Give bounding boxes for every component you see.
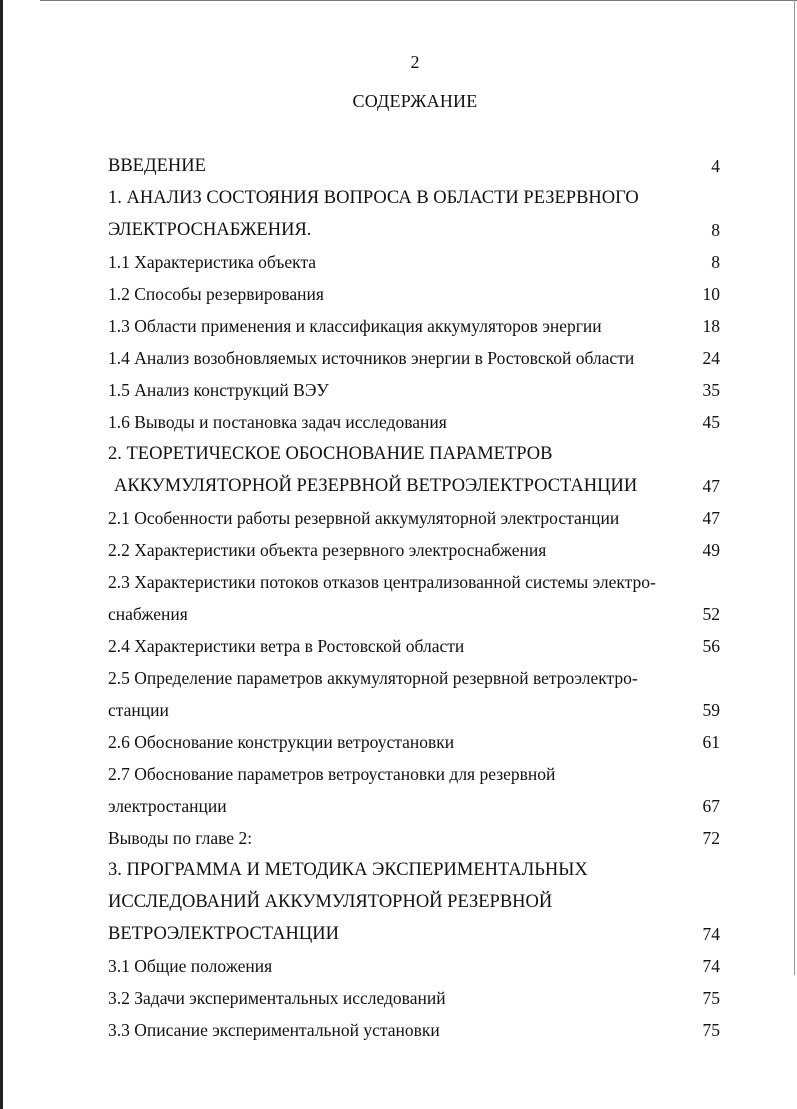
toc-entry-text: 1.2 Способы резервирования [108,284,324,304]
toc-entry-text: ЭЛЕКТРОСНАБЖЕНИЯ. [108,220,312,240]
toc-entry-page: 74 [702,956,720,976]
toc-entry-text: 3. ПРОГРАММА И МЕТОДИКА ЭКСПЕРИМЕНТАЛЬНЫХ [108,860,588,880]
toc-entry-text: ВЕТРОЭЛЕКТРОСТАНЦИИ [108,924,339,944]
toc-entry-page: 72 [702,828,720,848]
toc-entry-page: 47 [702,508,720,528]
toc-entry-page: 75 [702,988,720,1008]
table-of-contents [108,150,720,1046]
toc-entry-text: 2.6 Обоснование конструкции ветроустановки [108,732,455,752]
toc-entry-text: АККУМУЛЯТОРНОЙ РЕЗЕРВНОЙ ВЕТРОЭЛЕКТРОСТАНЦИИ [114,476,638,496]
toc-entry-text: 1.1 Характеристика объекта [108,252,317,272]
toc-row-intro [108,150,720,182]
toc-entry-page: 4 [711,156,720,176]
toc-row-chapter-2-conclusions [108,822,720,854]
toc-entry-text: 2.5 Определение параметров аккумуляторной резервной ветроэлектро- [108,668,638,688]
toc-entry-page: 47 [702,476,720,496]
toc-row-3-2 [108,982,720,1014]
toc-title: СОДЕРЖАНИЕ [352,91,478,111]
toc-row-1-3 [108,310,720,342]
page-right-edge [794,0,795,975]
toc-row-1-1 [108,246,720,278]
toc-entry-page: 35 [702,380,720,400]
toc-row-chapter-3-cont-2 [108,918,720,950]
toc-row-chapter-1-cont [108,214,720,246]
toc-entry-page: 45 [702,412,720,432]
toc-entry-text: Выводы по главе 2: [108,828,253,848]
toc-entry-page: 8 [711,220,720,240]
toc-entry-text: ВВЕДЕНИЕ [108,156,206,176]
toc-entry-text: 1. АНАЛИЗ СОСТОЯНИЯ ВОПРОСА В ОБЛАСТИ РЕЗЕРВНОГО [108,188,639,208]
toc-entry-page: 67 [702,796,720,816]
toc-row-3-3 [108,1014,720,1046]
toc-row-chapter-3-cont [108,886,720,918]
toc-row-2-3 [108,566,720,598]
page-top-edge [40,0,797,1]
toc-entry-page: 49 [702,540,720,560]
toc-entry-text: 2.7 Обоснование параметров ветроустановки для резервной [108,764,556,784]
toc-row-1-6 [108,406,720,438]
toc-entry-page: 8 [711,252,720,272]
toc-entry-page: 10 [702,284,720,304]
toc-row-1-5 [108,374,720,406]
toc-entry-page: 52 [702,604,720,624]
toc-row-2-7 [108,758,720,790]
toc-entry-page: 74 [702,924,720,944]
toc-entry-text: 1.4 Анализ возобновляемых источников энергии в Ростовской области [108,348,635,368]
toc-entry-text: 1.6 Выводы и постановка задач исследования [108,412,447,432]
toc-row-chapter-1 [108,182,720,214]
toc-entry-text: снабжения [108,604,188,624]
toc-row-2-7-cont [108,790,720,822]
page-left-edge [0,0,3,1109]
toc-row-2-5 [108,662,720,694]
toc-entry-text: 2.1 Особенности работы резервной аккумуляторной электростанции [108,508,620,528]
toc-row-2-2 [108,534,720,566]
toc-entry-text: 1.5 Анализ конструкций ВЭУ [108,380,329,400]
toc-entry-text: станции [108,700,169,720]
toc-entry-page: 56 [702,636,720,656]
toc-row-chapter-2 [108,438,720,470]
toc-entry-page: 59 [702,700,720,720]
toc-entry-text: электростанции [108,796,227,816]
toc-row-2-5-cont [108,694,720,726]
toc-entry-text: 2.2 Характеристики объекта резервного электроснабжения [108,540,547,560]
toc-entry-text: 3.1 Общие положения [108,956,273,976]
toc-row-chapter-3 [108,854,720,886]
toc-row-2-1 [108,502,720,534]
toc-row-2-4 [108,630,720,662]
toc-entry-text: 2.4 Характеристики ветра в Ростовской области [108,636,465,656]
toc-entry-text: 2. ТЕОРЕТИЧЕСКОЕ ОБОСНОВАНИЕ ПАРАМЕТРОВ [108,444,553,464]
toc-entry-text: 1.3 Области применения и классификация аккумуляторов энергии [108,316,602,336]
toc-row-chapter-2-cont [108,470,720,502]
toc-row-2-6 [108,726,720,758]
toc-entry-page: 24 [702,348,720,368]
toc-entry-page: 18 [702,316,720,336]
toc-entry-page: 61 [702,732,720,752]
toc-entry-text: ИССЛЕДОВАНИЙ АККУМУЛЯТОРНОЙ РЕЗЕРВНОЙ [108,892,553,912]
toc-entry-text: 3.2 Задачи экспериментальных исследований [108,988,446,1008]
toc-entry-page: 75 [702,1020,720,1040]
toc-row-1-4 [108,342,720,374]
toc-row-1-2 [108,278,720,310]
toc-entry-text: 3.3 Описание экспериментальной установки [108,1020,440,1040]
toc-row-2-3-cont [108,598,720,630]
page-number: 2 [410,52,420,72]
toc-row-3-1 [108,950,720,982]
toc-entry-text: 2.3 Характеристики потоков отказов централизованной системы электро- [108,572,656,592]
